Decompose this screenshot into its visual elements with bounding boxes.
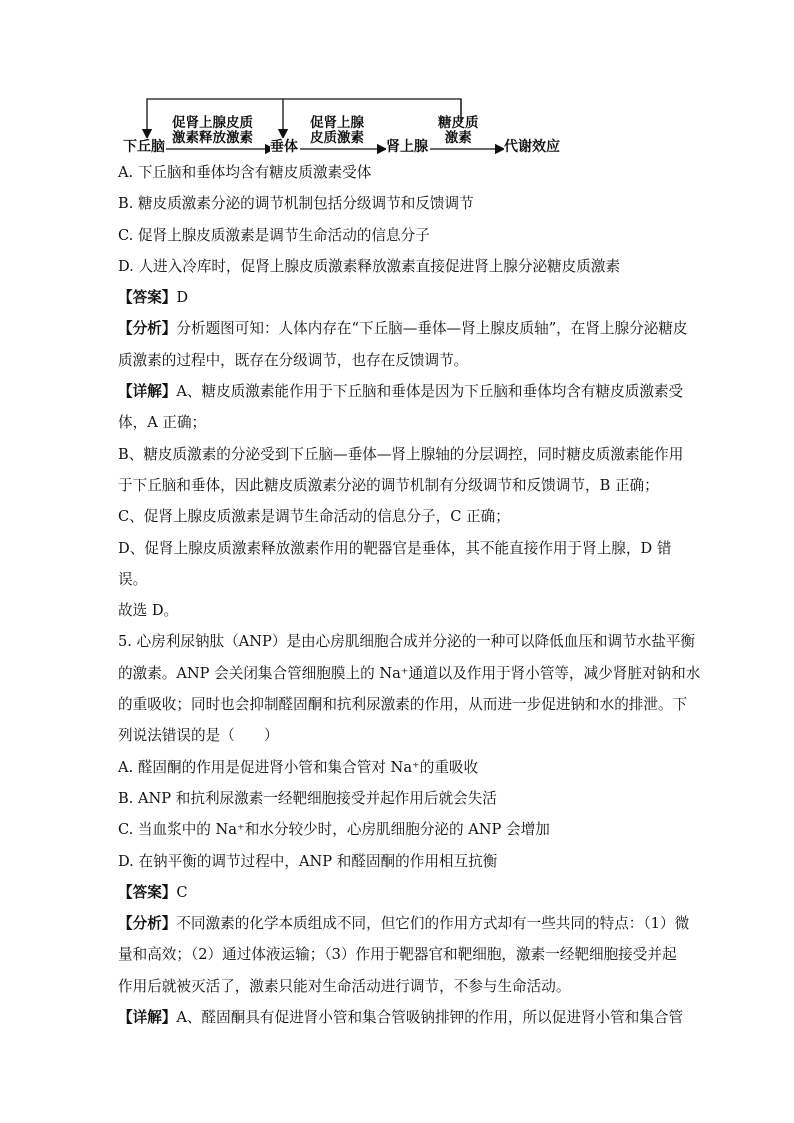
q5-answer: 【答案】C <box>118 883 188 901</box>
q4-option-a: A. 下丘脑和垂体均含有糖皮质激素受体 <box>118 164 372 181</box>
node-adrenal: 肾上腺 <box>386 139 428 155</box>
document-body <box>118 157 701 1033</box>
q5-stem-line: 的重吸收；同时也会抑制醛固酮和抗利尿激素的作用，从而进一步促进钠和水的排泄。下 <box>118 696 688 714</box>
q4-detail-line: 误。 <box>118 570 148 588</box>
q4-detail-line: D、促肾上腺皮质激素释放激素作用的靶器官是垂体，其不能直接作用于肾上腺，D 错 <box>118 539 672 557</box>
q5-analysis-line: 量和高效；（2）通过体液运输；（3）作用于靶器官和靶细胞，激素一经靶细胞接受并起 <box>118 946 677 964</box>
q5-option-d: D. 在钠平衡的调节过程中，ANP 和醛固酮的作用相互抗衡 <box>118 852 498 870</box>
q5-analysis: 【分析】不同激素的化学本质组成不同，但它们的作用方式却有一些共同的特点：（1）微 <box>118 915 690 933</box>
q4-option-d: D. 人进入冷库时，促肾上腺皮质激素释放激素直接促进肾上腺分泌糖皮质激素 <box>118 257 621 275</box>
label-acth: 促肾上腺 皮质激素 <box>310 115 364 146</box>
q4-conclusion: 故选 D。 <box>118 602 179 620</box>
q5-detail: 【详解】A、醛固酮具有促进肾小管和集合管吸钠排钾的作用，所以促进肾小管和集合管 <box>118 1009 684 1027</box>
label-glucocorticoid: 糖皮质 激素 <box>438 115 479 146</box>
q4-option-c: C. 促肾上腺皮质激素是调节生命活动的信息分子 <box>118 226 430 244</box>
q5-stem-line: 列说法错误的是（ ） <box>118 727 279 745</box>
q4-detail-line: C、促肾上腺皮质激素是调节生命活动的信息分子，C 正确； <box>118 508 510 526</box>
q4-detail-line: 体，A 正确； <box>118 414 207 432</box>
q5-stem-line: 5. 心房利尿钠肽（ANP）是由心房肌细胞合成并分泌的一种可以降低血压和调节水盐平衡 <box>118 633 696 651</box>
feedback-diagram <box>110 92 580 162</box>
q5-option-b: B. ANP 和抗利尿激素一经靶细胞接受并起作用后就会失活 <box>118 789 497 807</box>
q5-option-c: C. 当血浆中的 Na⁺和水分较少时，心房肌细胞分泌的 ANP 会增加 <box>118 821 550 839</box>
q4-option-b: B. 糖皮质激素分泌的调节机制包括分级调节和反馈调节 <box>118 195 474 213</box>
q5-stem-line: 的激素。ANP 会关闭集合管细胞膜上的 Na⁺通道以及作用于肾小管等，减少肾脏对钠和水 <box>118 664 701 682</box>
label-crh: 促肾上腺皮质 激素释放激素 <box>172 115 253 146</box>
node-hypothalamus: 下丘脑 <box>123 139 165 155</box>
q4-detail-line: 于下丘脑和垂体，因此糖皮质激素分泌的调节机制有分级调节和反馈调节，B 正确； <box>118 476 659 494</box>
q4-detail-line: B、糖皮质激素的分泌受到下丘脑—垂体—肾上腺轴的分层调控，同时糖皮质激素能作用 <box>118 445 684 463</box>
q4-detail: 【详解】A、糖皮质激素能作用于下丘脑和垂体是因为下丘脑和垂体均含有糖皮质激素受 <box>118 383 684 401</box>
q4-analysis-line: 质激素的过程中，既存在分级调节，也存在反馈调节。 <box>118 351 469 369</box>
node-metabolic-effect: 代谢效应 <box>504 139 560 155</box>
q5-analysis-line: 作用后就被灭活了，激素只能对生命活动进行调节，不参与生命活动。 <box>118 977 571 995</box>
q4-answer: 【答案】D <box>118 289 189 307</box>
q4-analysis: 【分析】分析题图可知：人体内存在“下丘脑—垂体—肾上腺皮质轴”，在肾上腺分泌糖皮 <box>118 320 688 338</box>
node-pituitary: 垂体 <box>270 139 298 155</box>
q5-option-a: A. 醛固酮的作用是促进肾小管和集合管对 Na⁺的重吸收 <box>118 758 479 776</box>
